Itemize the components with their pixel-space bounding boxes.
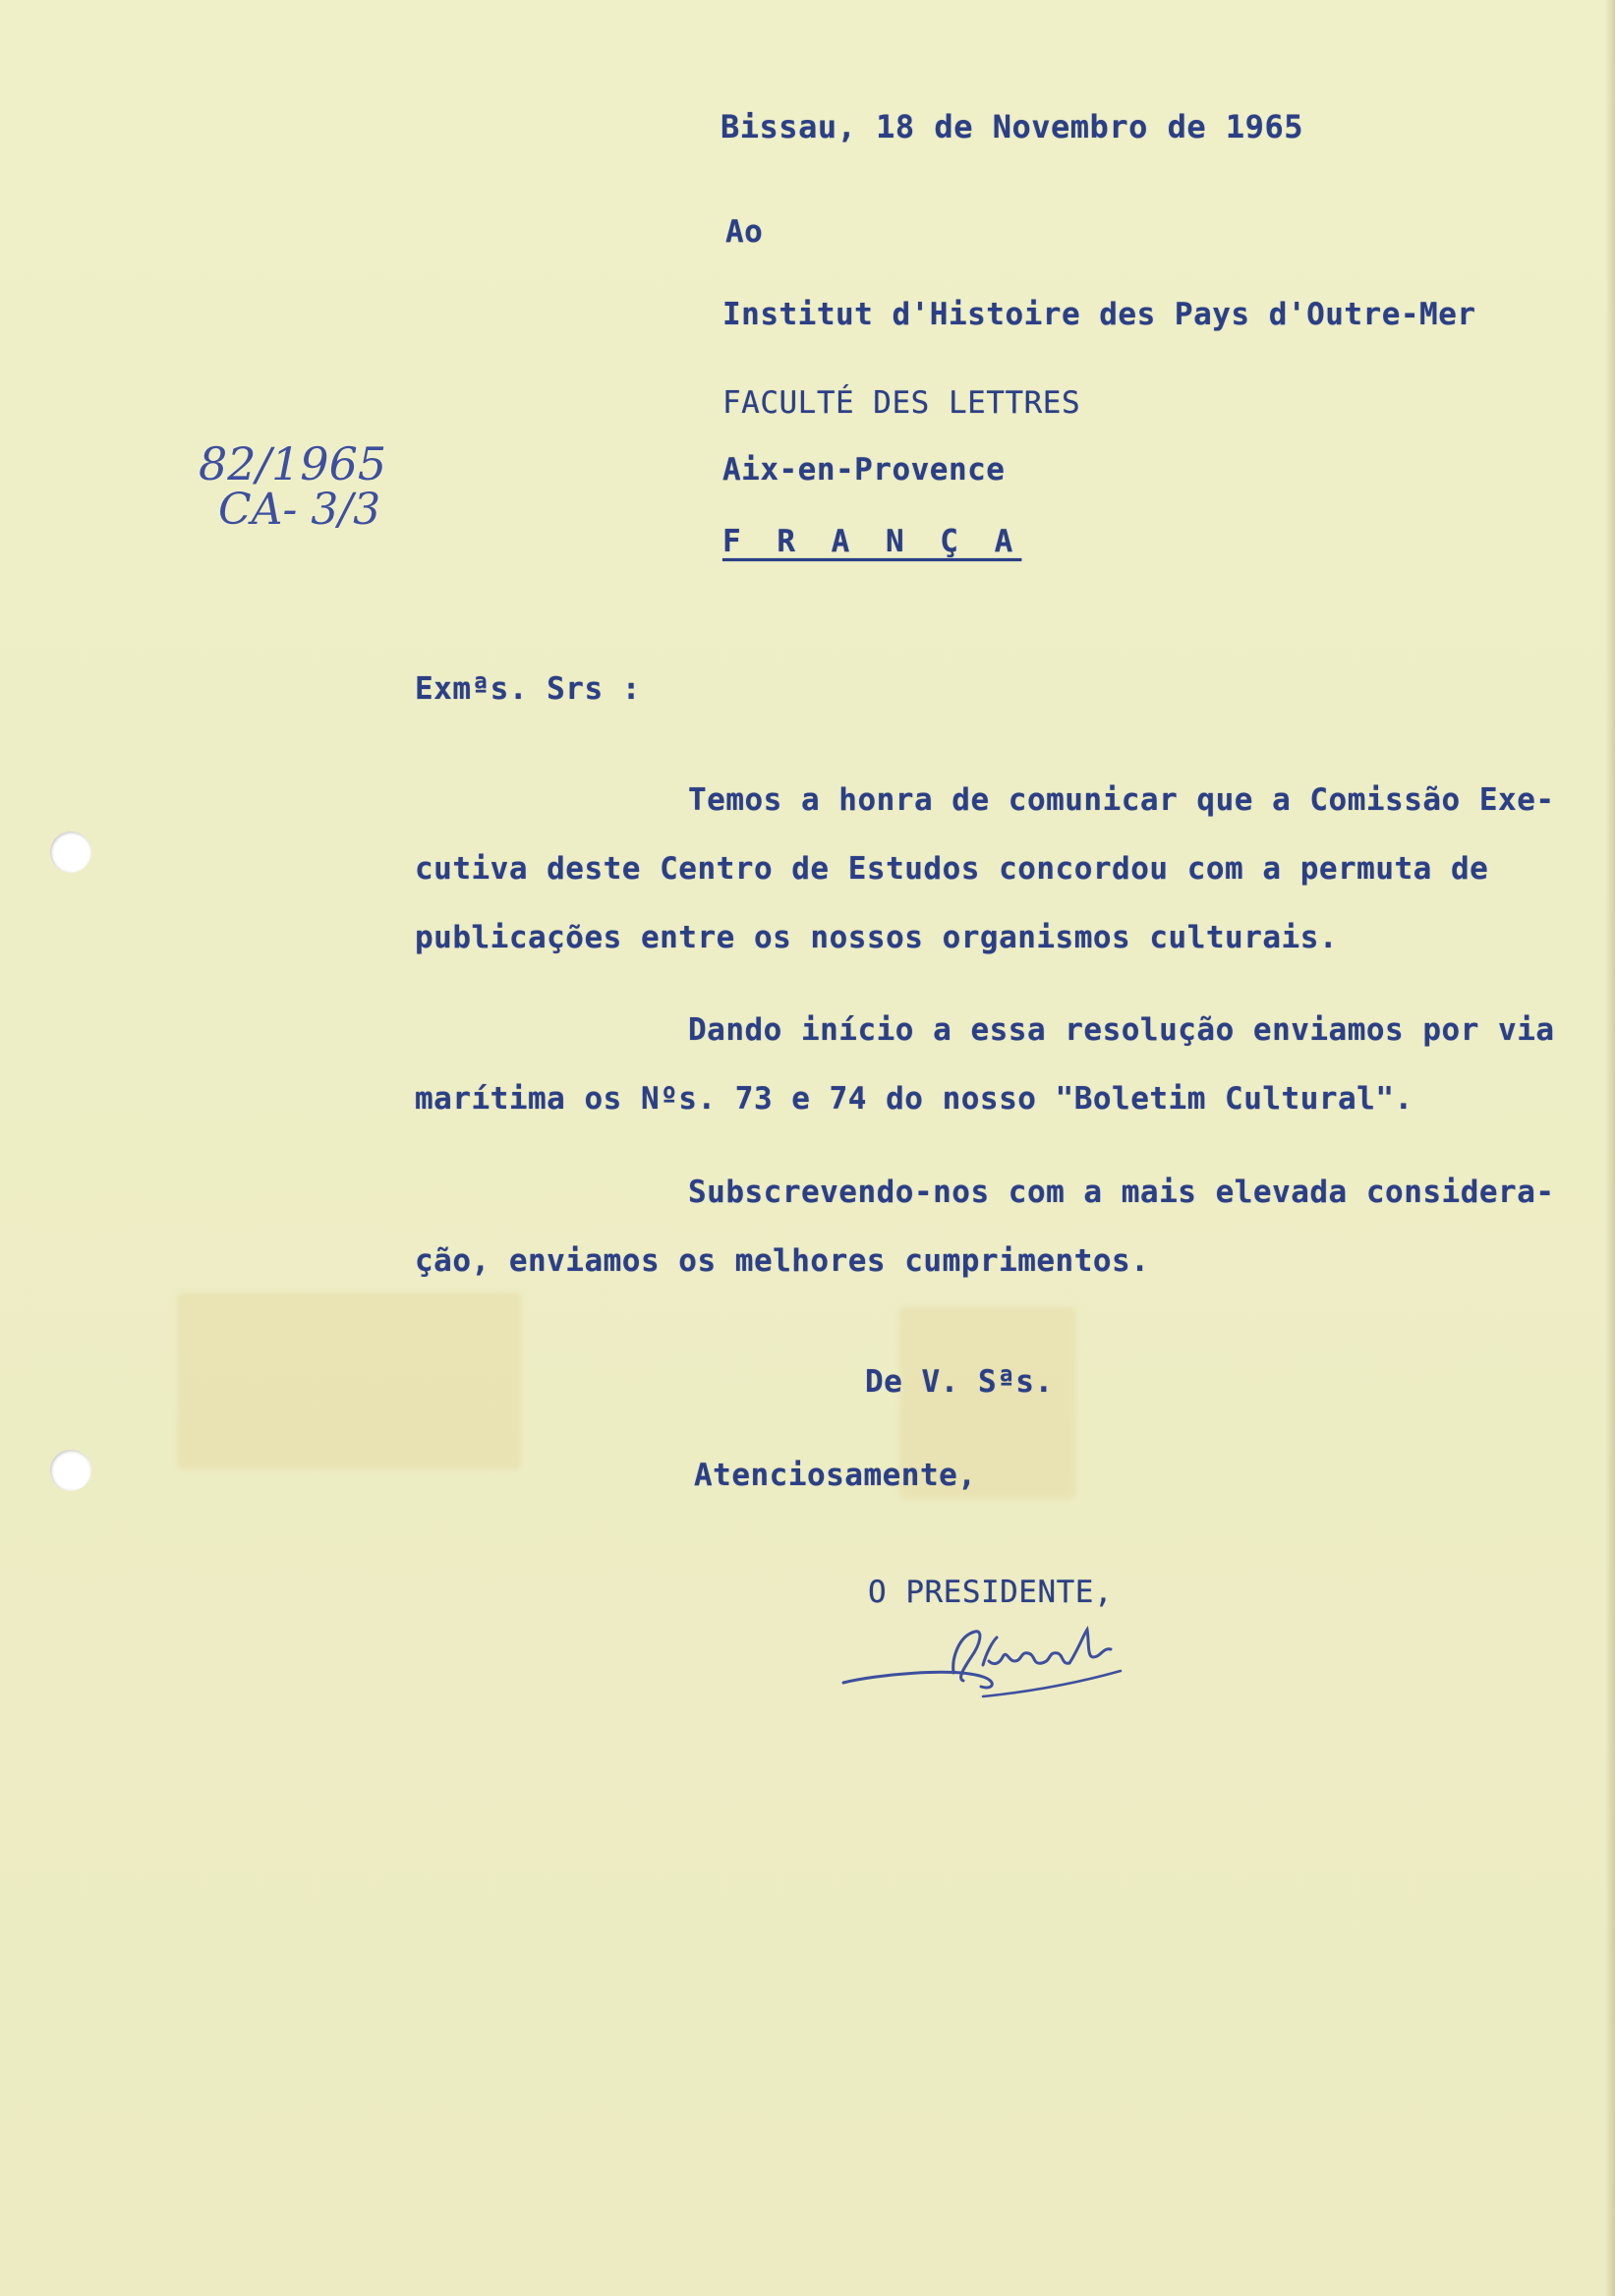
- recipient-city: Aix-en-Provence: [722, 452, 1006, 488]
- punch-hole: [50, 1450, 91, 1491]
- body-paragraph-3-line-2: ção, enviamos os melhores cumprimentos.: [415, 1243, 1150, 1279]
- date-line: Bissau, 18 de Novembro de 1965: [721, 108, 1303, 145]
- body-paragraph-2-line-2: marítima os Nºs. 73 e 74 do nosso "Boletim Cultural".: [415, 1081, 1413, 1117]
- paper-stain: [177, 1292, 521, 1469]
- filing-note-number: 82/1965: [199, 437, 387, 490]
- body-paragraph-2-line-1: Dando início a essa resolução enviamos por via: [688, 1012, 1555, 1048]
- closing-line-2: Atenciosamente,: [694, 1458, 977, 1493]
- signatory-title: O PRESIDENTE,: [868, 1575, 1114, 1610]
- recipient-country: F R A N Ç A: [722, 524, 1022, 559]
- closing-line-1: De V. Sªs.: [865, 1364, 1054, 1400]
- filing-note-code: CA- 3/3: [218, 485, 381, 535]
- page-edge-shadow: [1605, 0, 1615, 2296]
- body-paragraph-1-line-1: Temos a honra de comunicar que a Comissão Exe-: [688, 782, 1555, 818]
- body-paragraph-3-line-1: Subscrevendo-nos com a mais elevada considera-: [688, 1175, 1555, 1210]
- recipient-institute: Institut d'Histoire des Pays d'Outre-Mer: [722, 297, 1476, 332]
- body-paragraph-1-line-2: cutiva deste Centro de Estudos concordou com a permuta de: [415, 851, 1489, 887]
- recipient-faculty: FACULTÉ DES LETTRES: [722, 385, 1081, 421]
- recipient-prefix: Ao: [725, 214, 764, 250]
- greeting: Exmªs. Srs :: [415, 671, 641, 707]
- body-paragraph-1-line-3: publicações entre os nossos organismos culturais.: [415, 920, 1339, 955]
- president-signature: [836, 1622, 1140, 1710]
- punch-hole: [50, 832, 91, 873]
